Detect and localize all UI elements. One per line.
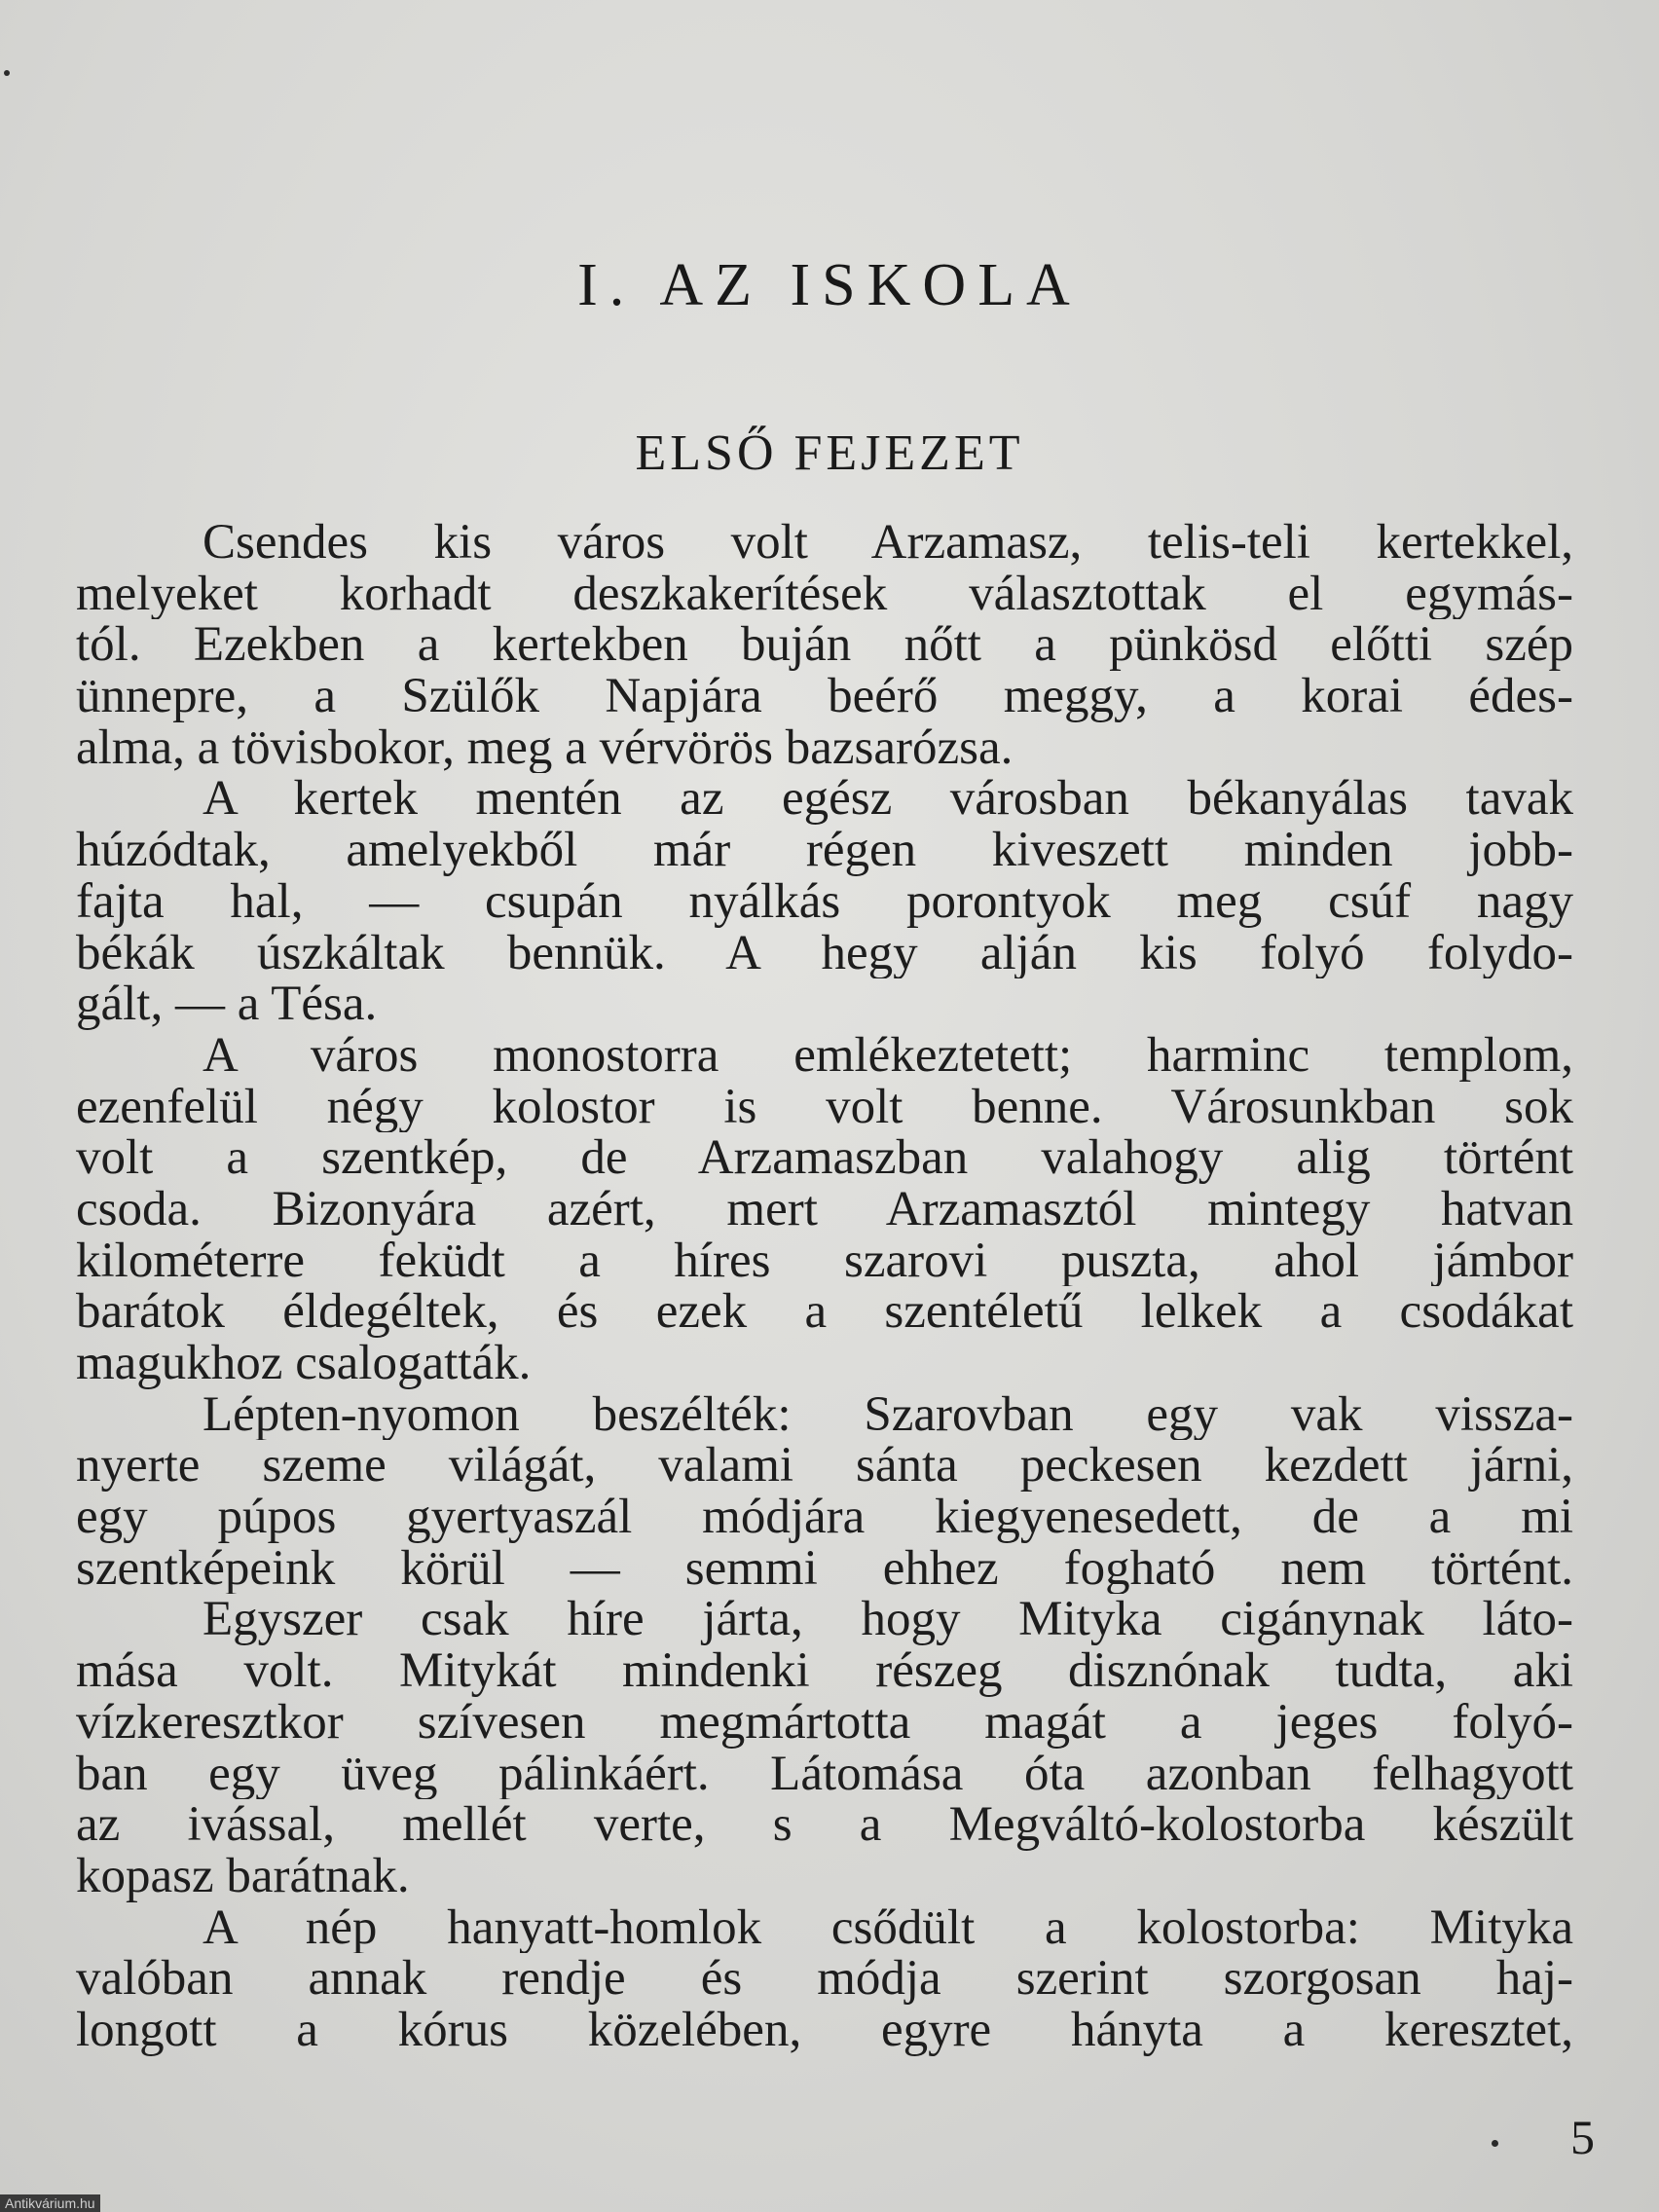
text-line: csoda. Bizonyára azért, mert Arzamasztól mintegy hatvan	[76, 1183, 1573, 1235]
text-line: A város monostorra emlékeztetett; harminc templom,	[203, 1029, 1573, 1082]
text-line: alma, a tövisbokor, meg a vérvörös bazsarózsa.	[76, 721, 1014, 774]
text-line: nyerte szeme világát, valami sánta peckesen kezdett járni,	[76, 1440, 1573, 1493]
text-line: húzódtak, amelyekből már régen kiveszett minden jobb-	[76, 825, 1573, 876]
text-line: fajta hal, — csupán nyálkás porontyok meg csúf nagy	[76, 875, 1573, 928]
text-line: mása volt. Mitykát mindenki részeg disznónak tudta, aki	[76, 1645, 1573, 1697]
text-line: Lépten-nyomon beszélték: Szarovban egy vak vissza-	[203, 1388, 1573, 1441]
text-line: tól. Ezekben a kertekben buján nőtt a pünkösd előtti szép	[76, 619, 1573, 672]
text-line: egy púpos gyertyaszál módjára kiegyenesedett, de a mi	[76, 1492, 1573, 1543]
page-number: 5	[1570, 2110, 1595, 2164]
text-line: A kertek mentén az egész városban békanyálas tavak	[203, 773, 1573, 826]
chapter-title: ELSŐ FEJEZET	[635, 425, 1024, 481]
text-line: kopasz barátnak.	[76, 1850, 410, 1902]
text-line: valóban annak rendje és módja szerint szorgosan haj-	[76, 1953, 1573, 2005]
text-line: békák úszkáltak bennük. A hegy alján kis folyó folydo-	[76, 927, 1573, 979]
text-line: melyeket korhadt deszkakerítések választottak el egymás-	[76, 568, 1573, 620]
text-line: ban egy üveg pálinkáért. Látomása óta azonban felhagyott	[76, 1748, 1573, 1800]
text-line: szentképeink körül — semmi ehhez fogható nem történt.	[76, 1542, 1573, 1595]
speck-mark	[1492, 2140, 1498, 2147]
text-line: gált, — a Tésa.	[76, 978, 378, 1030]
text-line: longott a kórus közelében, egyre hányta a keresztet,	[76, 2004, 1573, 2056]
part-title: I. AZ ISKOLA	[577, 252, 1082, 318]
speck-mark	[4, 70, 10, 76]
text-line: Csendes kis város volt Arzamasz, telis-teli kertekkel,	[203, 517, 1573, 569]
text-line: ünnepre, a Szülők Napjára beérő meggy, a korai édes-	[76, 671, 1573, 722]
text-line: az ivással, mellét verte, s a Megváltó-kolostorba készült	[76, 1799, 1573, 1851]
text-line: A nép hanyatt-homlok csődült a kolostorba: Mityka	[203, 1901, 1573, 1954]
body-text	[76, 517, 1573, 2056]
text-line: barátok éldegéltek, és ezek a szentéletű lelkek a csodákat	[76, 1286, 1573, 1338]
text-line: kilométerre feküdt a híres szarovi puszta, ahol jámbor	[76, 1235, 1573, 1287]
text-line: vízkeresztkor szívesen megmártotta magát a jeges folyó-	[76, 1696, 1573, 1749]
text-line: Egyszer csak híre járta, hogy Mityka cigánynak láto-	[203, 1594, 1573, 1646]
text-line: ezenfelül négy kolostor is volt benne. Városunkban sok	[76, 1081, 1573, 1133]
text-line: volt a szentkép, de Arzamaszban valahogy alig történt	[76, 1132, 1573, 1184]
watermark: Antikvárium.hu	[0, 2194, 100, 2212]
text-line: magukhoz csalogatták.	[76, 1338, 532, 1389]
